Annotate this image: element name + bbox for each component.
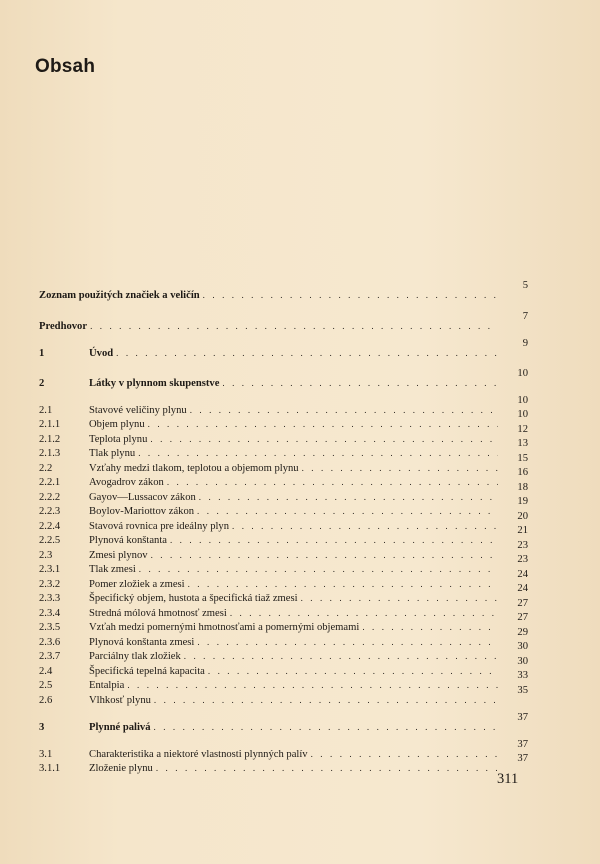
toc-entry-page: 5 bbox=[522, 280, 528, 291]
toc-entry-label: Avogadrov zákon bbox=[89, 477, 164, 488]
dot-leader bbox=[156, 762, 498, 775]
toc-entry-label: Zoznam použitých značiek a veličín bbox=[39, 290, 200, 301]
toc-entry-number: 2.1.2 bbox=[39, 434, 61, 445]
toc-entry-number: 2.4 bbox=[39, 666, 53, 677]
toc-entry-page: 27 bbox=[517, 598, 528, 609]
dot-leader bbox=[116, 347, 498, 360]
toc-entry-number: 3 bbox=[39, 722, 45, 733]
toc-entry-number: 2.3.2 bbox=[39, 579, 61, 590]
toc-entry-number: 2.3.4 bbox=[39, 608, 61, 619]
toc-entry bbox=[39, 280, 528, 302]
toc-entry-page: 19 bbox=[517, 496, 528, 507]
toc-entry-label: Vzťahy medzi tlakom, teplotou a objemom plynu bbox=[89, 463, 299, 474]
toc-entry-number: 1 bbox=[39, 348, 45, 359]
toc-entry-label: Gayov—Lussacov zákon bbox=[89, 492, 196, 503]
toc-entry-page: 15 bbox=[517, 453, 528, 464]
toc-entry-page: 30 bbox=[517, 641, 528, 652]
toc-entry-page: 13 bbox=[517, 438, 528, 449]
toc-entry-page: 12 bbox=[517, 424, 528, 435]
dot-leader bbox=[203, 289, 498, 302]
toc-entry-number: 2.2.3 bbox=[39, 506, 61, 517]
toc-entry-label: Zmesi plynov bbox=[89, 550, 148, 561]
toc-entry-label: Vlhkosť plynu bbox=[89, 695, 151, 706]
toc-entry-number: 2.3.1 bbox=[39, 564, 61, 575]
toc-entry-number: 2.2.5 bbox=[39, 535, 61, 546]
toc-entry-page: 37 bbox=[517, 712, 528, 723]
toc-entry-label: Plynová konštanta bbox=[89, 535, 167, 546]
toc-entry-label: Plynová konštanta zmesi bbox=[89, 637, 195, 648]
toc-entry-page: 23 bbox=[517, 554, 528, 565]
toc-entry-page: 21 bbox=[517, 525, 528, 536]
toc-entry-label: Stredná mólová hmotnosť zmesi bbox=[89, 608, 227, 619]
toc-entry-page: 30 bbox=[517, 656, 528, 667]
dot-leader bbox=[154, 694, 498, 707]
toc-entry-number: 2 bbox=[39, 378, 45, 389]
toc-entry-label: Tlak plynu bbox=[89, 448, 136, 459]
toc-entry-number: 2.2 bbox=[39, 463, 53, 474]
dot-leader bbox=[154, 721, 498, 734]
toc-entry-page: 35 bbox=[517, 685, 528, 696]
toc-entry-label: Teplota plynu bbox=[89, 434, 148, 445]
toc-entry-number: 2.2.4 bbox=[39, 521, 61, 532]
toc-entry-label: Špecifický objem, hustota a špecifická tiaž zmesi bbox=[89, 593, 298, 604]
toc-entry-page: 10 bbox=[517, 368, 528, 379]
toc-entry-number: 2.3.6 bbox=[39, 637, 61, 648]
toc-entry-number: 2.3 bbox=[39, 550, 53, 561]
toc-entry bbox=[39, 368, 528, 390]
toc-entry-number: 3.1 bbox=[39, 749, 53, 760]
toc-entry-label: Pomer zložiek a zmesi bbox=[89, 579, 185, 590]
toc-entry-page: 9 bbox=[522, 338, 528, 349]
toc-entry-number: 2.1.1 bbox=[39, 419, 61, 430]
toc-entry-page: 16 bbox=[517, 467, 528, 478]
toc-entry-number: 2.6 bbox=[39, 695, 53, 706]
toc-entry-number: 2.2.1 bbox=[39, 477, 61, 488]
toc-entry bbox=[39, 712, 528, 734]
toc-entry-label: Parciálny tlak zložiek bbox=[89, 651, 181, 662]
toc-entry-label: Predhovor bbox=[39, 321, 88, 332]
toc-entry-page: 10 bbox=[517, 409, 528, 420]
toc-entry-page: 37 bbox=[517, 739, 528, 750]
toc-entry-label: Charakteristika a niektoré vlastnosti plynných palív bbox=[89, 749, 308, 760]
page-number: 311 bbox=[497, 771, 519, 787]
page-title: Obsah bbox=[35, 56, 96, 77]
toc-entry-number: 2.1 bbox=[39, 405, 53, 416]
toc-entry-label: Zloženie plynu bbox=[89, 763, 153, 774]
toc-entry-page: 24 bbox=[517, 583, 528, 594]
toc-entry-page: 10 bbox=[517, 395, 528, 406]
toc-entry-page: 27 bbox=[517, 612, 528, 623]
toc-entry-page: 7 bbox=[522, 311, 528, 322]
toc-entry-number: 2.3.5 bbox=[39, 622, 61, 633]
toc-entry-page: 20 bbox=[517, 511, 528, 522]
dot-leader bbox=[90, 320, 498, 333]
toc-entry-number: 3.1.1 bbox=[39, 763, 61, 774]
toc-entry-page: 18 bbox=[517, 482, 528, 493]
toc-entry-label: Vzťah medzi pomernými hmotnosťami a pomernými objemami bbox=[89, 622, 360, 633]
toc-entry-number: 2.1.3 bbox=[39, 448, 61, 459]
toc-entry-label: Tlak zmesi bbox=[89, 564, 136, 575]
toc-entry-label: Stavová rovnica pre ideálny plyn bbox=[89, 521, 230, 532]
toc-entry-label: Látky v plynnom skupenstve bbox=[89, 378, 220, 389]
toc-entry bbox=[39, 338, 528, 360]
toc-entry-label: Plynné palivá bbox=[89, 722, 151, 733]
toc-entry-label: Úvod bbox=[89, 348, 114, 359]
toc-entry-label: Entalpia bbox=[89, 680, 125, 691]
toc-entry-page: 24 bbox=[517, 569, 528, 580]
toc-entry bbox=[39, 311, 528, 333]
dot-leader bbox=[222, 377, 498, 390]
toc-entry-label: Objem plynu bbox=[89, 419, 145, 430]
toc-entry-label: Špecifická tepelná kapacita bbox=[89, 666, 205, 677]
toc-entry-number: 2.3.7 bbox=[39, 651, 61, 662]
toc-entry-label: Stavové veličiny plynu bbox=[89, 405, 187, 416]
toc-entry-number: 2.5 bbox=[39, 680, 53, 691]
toc-entry-number: 2.3.3 bbox=[39, 593, 61, 604]
toc-entry-label: Boylov-Mariottov zákon bbox=[89, 506, 195, 517]
toc-entry-page: 23 bbox=[517, 540, 528, 551]
toc-entry-page: 29 bbox=[517, 627, 528, 638]
toc-entry-number: 2.2.2 bbox=[39, 492, 61, 503]
toc-entry-page: 33 bbox=[517, 670, 528, 681]
toc-entry-page: 37 bbox=[517, 753, 528, 764]
